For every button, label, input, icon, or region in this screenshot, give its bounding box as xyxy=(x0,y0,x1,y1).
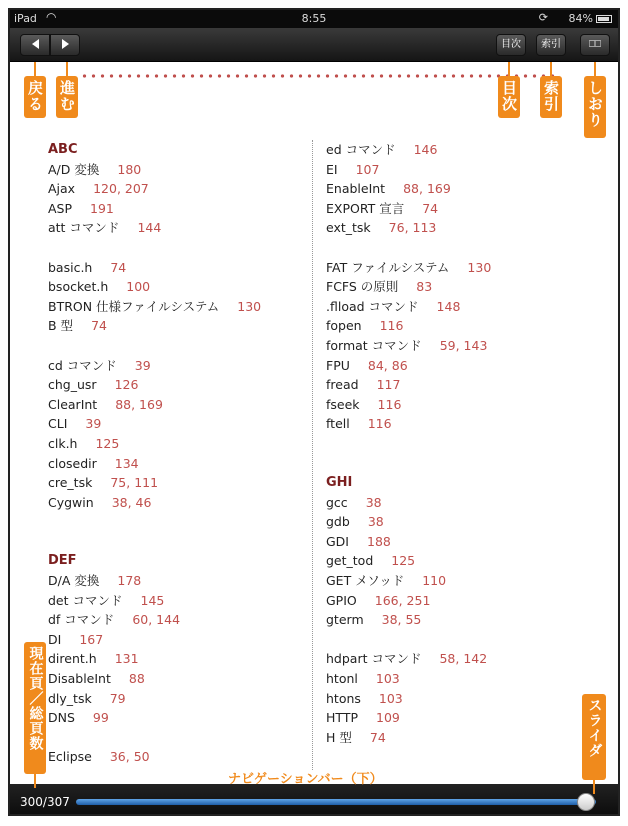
battery-percent: 84% xyxy=(568,12,593,25)
leader-line xyxy=(594,62,596,76)
index-entry xyxy=(48,454,308,474)
index-term: Eclipse xyxy=(48,749,92,765)
index-term: basic.h xyxy=(48,259,93,275)
index-term: gcc xyxy=(326,494,348,510)
index-term: clk.h xyxy=(48,435,78,451)
index-term: B 型 xyxy=(48,318,74,334)
leader-line xyxy=(34,62,36,76)
index-entry xyxy=(48,473,308,493)
index-column-left xyxy=(48,140,308,767)
index-term: ftell xyxy=(326,416,350,432)
index-page-link[interactable]: 125 xyxy=(391,553,416,569)
callout-index: 索引 xyxy=(540,76,562,118)
forward-button[interactable] xyxy=(50,34,80,56)
index-entry xyxy=(48,277,308,297)
index-page-link[interactable]: 144 xyxy=(137,220,162,236)
index-term: fopen xyxy=(326,318,362,334)
index-entry xyxy=(326,179,586,199)
device-name: iPad xyxy=(14,12,37,25)
index-entry xyxy=(48,375,308,395)
index-page-link[interactable]: 191 xyxy=(90,200,114,216)
index-term: htons xyxy=(326,690,361,706)
index-entry xyxy=(326,316,586,336)
index-term: fread xyxy=(326,377,359,393)
index-entry xyxy=(48,160,308,180)
index-term: DisableInt xyxy=(48,671,111,687)
index-page-link[interactable]: 38, 55 xyxy=(381,612,422,628)
index-page-link[interactable]: 109 xyxy=(376,710,400,726)
index-page-link[interactable]: 116 xyxy=(367,416,392,432)
index-page-link[interactable]: 180 xyxy=(117,161,142,177)
index-page-link[interactable]: 74 xyxy=(91,318,107,334)
index-entry xyxy=(326,395,586,415)
index-entry xyxy=(48,493,308,513)
index-entry xyxy=(326,532,586,552)
page-count: 300/307 xyxy=(20,795,70,809)
bottom-navigation-bar xyxy=(10,784,618,816)
index-term: H 型 xyxy=(326,729,352,745)
index-entry xyxy=(326,356,586,376)
index-page-link[interactable]: 148 xyxy=(436,298,461,314)
index-page-link[interactable]: 103 xyxy=(375,671,400,687)
index-page-link[interactable]: 74 xyxy=(369,729,386,745)
index-page-link[interactable]: 74 xyxy=(110,259,127,275)
index-page-link[interactable]: 130 xyxy=(237,298,262,314)
index-term: D/A 変換 xyxy=(48,573,100,589)
index-term: ASP xyxy=(48,200,73,216)
index-page-link[interactable]: 99 xyxy=(92,710,109,726)
index-page-link[interactable]: 166, 251 xyxy=(374,592,431,608)
index-page-link[interactable]: 88, 169 xyxy=(115,396,163,412)
index-entry xyxy=(326,689,586,709)
index-page-link[interactable]: 39 xyxy=(85,416,102,432)
index-entry xyxy=(48,669,308,689)
index-entry xyxy=(48,630,308,650)
index-term: cd コマンド xyxy=(48,357,117,373)
index-term: closedir xyxy=(48,455,97,471)
index-entry xyxy=(326,199,586,219)
index-term: gterm xyxy=(326,612,364,628)
dotted-separator xyxy=(80,74,560,78)
leader-line xyxy=(508,62,510,76)
index-term: ext_tsk xyxy=(326,220,371,236)
index-page-link[interactable]: 39 xyxy=(134,357,151,373)
index-term: DI xyxy=(48,631,62,647)
wifi-icon: ◠ xyxy=(46,10,57,24)
index-page-link[interactable]: 36, 50 xyxy=(109,749,150,765)
index-entry xyxy=(48,356,308,376)
index-entry xyxy=(48,258,308,278)
index-term: BTRON 仕様ファイルシステム xyxy=(48,298,220,314)
index-term: dirent.h xyxy=(48,651,97,667)
index-page-link[interactable]: 38 xyxy=(367,514,384,530)
index-page-link[interactable]: 60, 144 xyxy=(132,612,181,628)
navigation-bar-label: ナビゲーションバー（下） xyxy=(228,772,383,787)
spacer xyxy=(48,238,308,258)
index-entry xyxy=(326,277,586,297)
ipad-screen xyxy=(8,8,620,816)
index-page-link[interactable]: 120, 207 xyxy=(93,181,149,197)
index-entry xyxy=(48,708,308,728)
index-entry xyxy=(326,160,586,180)
index-page-link[interactable]: 126 xyxy=(114,377,139,393)
index-entry xyxy=(326,218,586,238)
status-bar xyxy=(10,10,618,28)
index-term: Cygwin xyxy=(48,494,94,510)
leader-line xyxy=(593,780,595,794)
leader-line xyxy=(66,62,68,76)
index-term: gdb xyxy=(326,514,350,530)
index-page-link[interactable]: 107 xyxy=(355,161,380,177)
index-page-link[interactable]: 130 xyxy=(467,259,492,275)
index-page-link[interactable]: 146 xyxy=(413,142,438,157)
index-entry xyxy=(326,336,586,356)
index-entry xyxy=(326,669,586,689)
callout-toc: 目次 xyxy=(498,76,520,118)
index-entry xyxy=(48,571,308,591)
forward-arrow-icon xyxy=(62,39,69,49)
index-entry xyxy=(326,258,586,278)
index-page-link[interactable]: 74 xyxy=(422,200,439,216)
spacer xyxy=(48,336,308,356)
index-term: ed コマンド xyxy=(326,142,396,157)
callout-page-count: 現在頁／総頁数 xyxy=(24,642,46,774)
index-entry xyxy=(48,199,308,219)
clock: 8:55 xyxy=(301,12,327,25)
index-page-link[interactable]: 116 xyxy=(377,396,402,412)
index-page-link[interactable]: 58, 142 xyxy=(439,651,488,667)
index-entry xyxy=(48,179,308,199)
index-page-link[interactable]: 79 xyxy=(109,690,126,706)
callout-back: 戻る xyxy=(24,76,46,118)
book-icon: ⎕⎕ xyxy=(589,39,601,50)
index-term: chg_usr xyxy=(48,377,97,393)
index-section-header: GHI xyxy=(326,475,353,491)
index-entry xyxy=(326,708,586,728)
leader-line xyxy=(550,62,552,76)
index-page-link[interactable]: 83 xyxy=(416,279,433,295)
index-entry xyxy=(326,610,586,630)
index-page-link[interactable]: 134 xyxy=(114,455,139,471)
index-page-link[interactable]: 76, 113 xyxy=(388,220,437,236)
index-term: GPIO xyxy=(326,592,357,608)
leader-line xyxy=(34,774,36,788)
battery-status xyxy=(569,12,612,25)
back-button[interactable] xyxy=(20,34,50,56)
index-term: FPU xyxy=(326,357,350,373)
index-term: det コマンド xyxy=(48,592,123,608)
callout-slider: スライダ xyxy=(582,694,606,780)
index-entry xyxy=(326,414,586,434)
index-entry xyxy=(326,591,586,611)
index-page-link[interactable]: 103 xyxy=(378,690,403,706)
index-entry xyxy=(326,493,586,513)
index-page-link[interactable]: 110 xyxy=(422,573,447,589)
index-term: CLI xyxy=(48,416,68,432)
index-term: EnableInt xyxy=(326,181,386,197)
index-term: att コマンド xyxy=(48,220,120,236)
index-page-link[interactable]: 84, 86 xyxy=(367,357,408,373)
bookmark-button[interactable] xyxy=(580,34,610,56)
index-term: EI xyxy=(326,161,338,177)
index-page-link[interactable]: 116 xyxy=(379,318,404,334)
index-page-link[interactable]: 125 xyxy=(95,435,120,451)
index-entry xyxy=(326,551,586,571)
index-entry xyxy=(48,395,308,415)
spacer xyxy=(326,434,586,454)
index-term: fseek xyxy=(326,396,360,412)
index-entry xyxy=(48,434,308,454)
index-term: FCFS の原則 xyxy=(326,279,399,295)
callout-bookmark: しおり xyxy=(584,76,606,138)
index-entry xyxy=(326,512,586,532)
index-button[interactable]: 索引 xyxy=(536,34,566,56)
index-entry xyxy=(326,297,586,317)
index-term: DNS xyxy=(48,710,75,726)
index-page-link[interactable]: 59, 143 xyxy=(439,337,488,353)
index-page-link[interactable]: 178 xyxy=(117,573,142,589)
index-term: hdpart コマンド xyxy=(326,651,422,667)
index-term: HTTP xyxy=(326,710,358,726)
index-page-link[interactable]: 167 xyxy=(79,631,104,647)
index-entry xyxy=(48,689,308,709)
index-page-link[interactable]: 131 xyxy=(114,651,139,667)
index-entry xyxy=(326,571,586,591)
index-section-header: ABC xyxy=(48,142,78,157)
index-term: GET メソッド xyxy=(326,573,405,589)
toc-button[interactable]: 目次 xyxy=(496,34,526,56)
page-slider-track[interactable] xyxy=(76,799,596,805)
index-section-header: DEF xyxy=(48,553,77,569)
spacer xyxy=(326,238,586,258)
index-entry xyxy=(326,375,586,395)
index-page-link[interactable]: 188 xyxy=(367,533,391,549)
index-entry xyxy=(326,728,586,748)
index-term: EXPORT 宣言 xyxy=(326,200,405,216)
index-page-link[interactable]: 88, 169 xyxy=(403,181,451,197)
back-arrow-icon xyxy=(32,39,39,49)
callout-forward: 進む xyxy=(56,76,78,118)
index-page-link[interactable]: 100 xyxy=(126,279,151,295)
index-term: A/D 変換 xyxy=(48,161,100,177)
spacer xyxy=(326,454,586,474)
index-entry xyxy=(48,610,308,630)
index-entry xyxy=(48,414,308,434)
index-term: cre_tsk xyxy=(48,475,93,491)
index-term: get_tod xyxy=(326,553,374,569)
index-entry xyxy=(48,218,308,238)
index-entry xyxy=(326,140,586,160)
index-entry xyxy=(48,649,308,669)
index-page-link[interactable]: 75, 111 xyxy=(110,475,159,491)
page-slider-thumb[interactable] xyxy=(577,793,595,811)
index-entry xyxy=(48,747,308,767)
index-term: df コマンド xyxy=(48,612,115,628)
rotation-lock-icon: ⟳ xyxy=(538,11,548,24)
index-term: ClearInt xyxy=(48,396,98,412)
index-page xyxy=(10,128,618,768)
index-term: FAT ファイルシステム xyxy=(326,259,450,275)
index-entry xyxy=(48,297,308,317)
index-page-link[interactable]: 117 xyxy=(376,377,401,393)
spacer xyxy=(48,728,308,748)
index-entry xyxy=(48,316,308,336)
index-page-link[interactable]: 38 xyxy=(365,494,382,510)
index-entry xyxy=(326,649,586,669)
spacer xyxy=(326,630,586,650)
index-column-right xyxy=(326,140,586,747)
spacer xyxy=(48,532,308,552)
index-term: dly_tsk xyxy=(48,690,92,706)
index-term: htonl xyxy=(326,671,358,687)
index-entry xyxy=(48,591,308,611)
index-term: bsocket.h xyxy=(48,279,109,295)
index-term: format コマンド xyxy=(326,337,422,353)
index-page-link[interactable]: 88 xyxy=(128,671,145,687)
index-term: GDI xyxy=(326,533,349,549)
battery-icon xyxy=(596,15,612,23)
index-term: Ajax xyxy=(48,181,76,197)
top-toolbar xyxy=(10,28,618,62)
spacer xyxy=(48,512,308,532)
index-term: .flload コマンド xyxy=(326,298,419,314)
index-page-link[interactable]: 145 xyxy=(140,592,165,608)
index-page-link[interactable]: 38, 46 xyxy=(111,494,152,510)
